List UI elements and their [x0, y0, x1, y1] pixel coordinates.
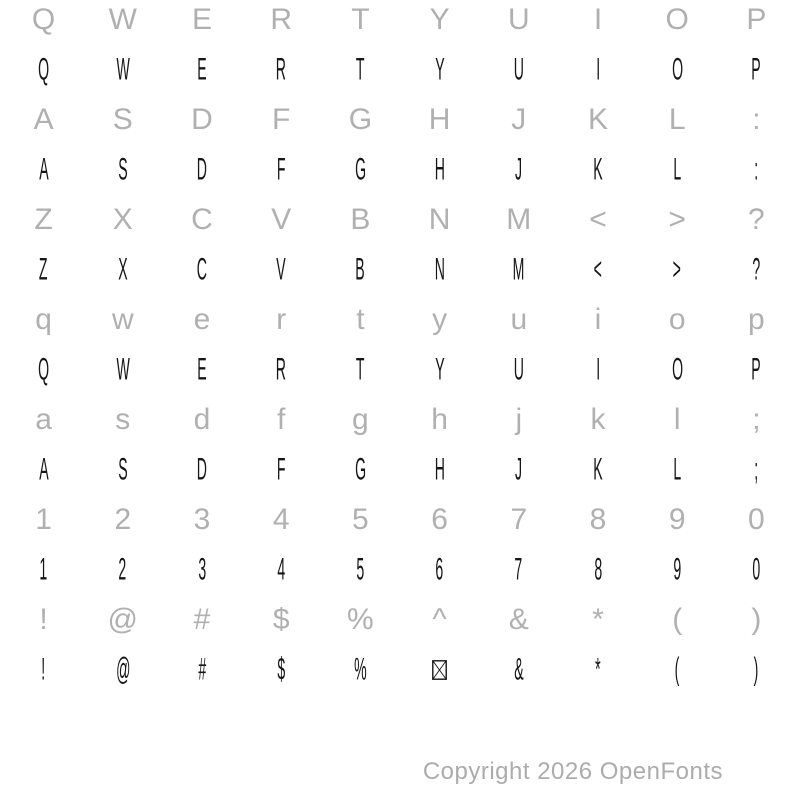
glyph: : [752, 103, 761, 136]
glyph: K [593, 152, 603, 187]
glyph: P [751, 352, 762, 387]
glyph-cell [506, 205, 531, 235]
glyph: R [270, 3, 293, 36]
glyph: F [276, 152, 286, 187]
glyph-cell [672, 605, 682, 635]
glyph: V [271, 203, 292, 236]
glyph: @ [115, 652, 130, 687]
glyph: 5 [352, 503, 369, 536]
glyph-cell [34, 452, 54, 487]
glyph-cell [429, 252, 451, 287]
glyph-cell [35, 405, 52, 435]
glyph: f [277, 403, 286, 436]
glyph-cell [668, 205, 686, 235]
glyph-cell [113, 205, 133, 235]
glyph: ? [748, 203, 765, 236]
glyph: ! [41, 652, 46, 687]
glyph: > [673, 252, 682, 287]
glyph-cell [669, 505, 686, 535]
glyph-row-specimen-7 [4, 345, 796, 395]
glyph: q [35, 303, 52, 336]
glyph: O [671, 52, 683, 87]
glyph: L [673, 152, 682, 187]
glyph: ) [754, 652, 759, 687]
glyph-cell [594, 52, 602, 87]
glyph: ? [752, 252, 761, 287]
glyph-cell [350, 252, 370, 287]
glyph: D [196, 452, 208, 487]
glyph: e [193, 303, 211, 336]
glyph-cell [114, 505, 131, 535]
glyph-row-reference-4 [4, 195, 796, 245]
glyph-cell [113, 152, 133, 187]
glyph: E [191, 3, 212, 36]
glyph: S [118, 152, 128, 187]
glyph-cell [277, 405, 285, 435]
glyph-cell [431, 552, 448, 587]
glyph: < [593, 252, 603, 287]
glyph-cell [506, 252, 531, 287]
glyph: I [596, 352, 600, 387]
glyph-cell [669, 105, 686, 135]
glyph-cell [192, 352, 212, 387]
glyph-cell [270, 52, 292, 87]
glyph-cell [191, 152, 213, 187]
glyph: w [111, 303, 134, 336]
glyph-row-specimen-9 [4, 445, 796, 495]
glyph-cell [589, 252, 607, 287]
glyph-cell [349, 452, 372, 487]
glyph: F [276, 452, 286, 487]
glyph: G [354, 152, 366, 187]
glyph-cell [109, 352, 137, 387]
glyph: : [754, 152, 759, 187]
glyph: 8 [589, 503, 607, 536]
glyph-cell [191, 205, 213, 235]
glyph-cell [351, 52, 369, 87]
glyph: 5 [356, 552, 365, 587]
glyph: C [191, 203, 213, 236]
glyph-cell [272, 105, 290, 135]
glyph-cell [429, 152, 451, 187]
glyph: J [511, 103, 527, 136]
glyph-cell [34, 105, 54, 135]
glyph-cell [352, 552, 369, 587]
glyph: ) [751, 603, 762, 636]
glyph: ( [672, 603, 683, 636]
glyph-cell [347, 652, 374, 687]
glyph-cell [752, 105, 760, 135]
glyph-cell [352, 405, 369, 435]
glyph: Y [434, 52, 445, 87]
glyph-cell [748, 305, 765, 335]
glyph-cell [748, 252, 765, 287]
glyph-cell [191, 452, 213, 487]
glyph: D [196, 152, 208, 187]
glyph-cell [352, 505, 369, 535]
glyph: Z [34, 203, 53, 236]
glyph: 3 [198, 552, 206, 587]
glyph: k [590, 403, 606, 436]
glyph: r [276, 303, 287, 336]
glyph: U [507, 3, 530, 36]
glyph-cell [588, 105, 608, 135]
glyph: g [352, 403, 369, 436]
glyph-cell [273, 505, 290, 535]
glyph: H [434, 152, 445, 187]
glyph-cell [666, 5, 689, 35]
glyph-cell [510, 552, 527, 587]
glyph-cell [271, 205, 291, 235]
glyph: $ [277, 652, 286, 687]
glyph-cell [588, 452, 608, 487]
glyph-cell [276, 305, 286, 335]
glyph-cell [270, 352, 292, 387]
glyph-cell [511, 152, 526, 187]
glyph: S [112, 103, 133, 136]
glyph-cell [32, 52, 55, 87]
glyph: U [513, 52, 524, 87]
glyph-cell [592, 605, 604, 635]
glyph-cell [509, 605, 529, 635]
glyph-cell [270, 5, 292, 35]
glyph-row-specimen-11 [4, 545, 796, 595]
glyph: R [276, 52, 287, 87]
glyph-cell [669, 452, 686, 487]
glyph: U [513, 352, 524, 387]
glyph: 7 [514, 552, 523, 587]
glyph-cell [594, 352, 602, 387]
glyph-cell [432, 305, 447, 335]
glyph-row-reference-0 [4, 0, 796, 45]
glyph-cell [194, 405, 211, 435]
glyph: E [197, 352, 207, 387]
glyph-cell [748, 505, 765, 535]
glyph: h [431, 403, 448, 436]
glyph: l [673, 403, 681, 436]
glyph-cell [34, 205, 52, 235]
glyph: 6 [431, 503, 448, 536]
glyph: % [354, 652, 367, 687]
glyph-cell [431, 405, 448, 435]
glyph: O [665, 3, 689, 36]
glyph: @ [107, 603, 139, 636]
glyph: < [589, 203, 607, 236]
glyph-cell [113, 105, 133, 135]
glyph: 2 [118, 552, 127, 587]
glyph: j [515, 403, 523, 436]
glyph: d [193, 403, 211, 436]
glyph-cell [194, 605, 211, 635]
glyph: 7 [510, 503, 528, 536]
glyph: & [514, 652, 524, 687]
glyph: Y [434, 352, 445, 387]
glyph: X [112, 203, 133, 236]
glyph-cell [430, 352, 450, 387]
glyph: N [434, 252, 445, 287]
glyph-cell [273, 652, 290, 687]
glyph: 4 [272, 503, 290, 536]
glyph: I [593, 3, 603, 36]
glyph-cell [32, 352, 55, 387]
glyph: 1 [39, 552, 48, 587]
glyph-cell [588, 152, 608, 187]
glyph-cell [109, 52, 137, 87]
glyph-cell [112, 305, 134, 335]
glyph-cell [433, 605, 447, 635]
glyph: L [668, 103, 686, 136]
glyph: V [276, 252, 286, 287]
glyph: # [193, 603, 211, 636]
glyph-cell [109, 5, 137, 35]
glyph-cell [39, 652, 47, 687]
glyph: 9 [673, 552, 682, 587]
glyph-cell [191, 252, 213, 287]
glyph: H [434, 452, 445, 487]
glyph-cell [510, 505, 527, 535]
glyph-cell [191, 105, 213, 135]
glyph: J [515, 452, 523, 487]
glyph: T [356, 52, 365, 87]
glyph-row-specimen-5 [4, 245, 796, 295]
glyph-cell [273, 605, 290, 635]
notdef-missing-glyph-icon [432, 660, 447, 680]
glyph-cell [508, 52, 530, 87]
glyph-cell [429, 105, 451, 135]
glyph-cell [432, 660, 447, 680]
glyph-row-reference-12 [4, 595, 796, 645]
glyph: o [668, 303, 686, 336]
glyph: ( [674, 652, 680, 687]
glyph: t [356, 303, 365, 336]
glyph-cell [429, 205, 451, 235]
glyph: 1 [35, 503, 52, 536]
glyph: I [596, 52, 600, 87]
copyright-text: Copyright 2026 OpenFonts [422, 758, 723, 785]
glyph: B [355, 252, 366, 287]
glyph-cell [34, 252, 52, 287]
glyph-cell [510, 305, 527, 335]
glyph-cell [192, 5, 212, 35]
glyph: H [428, 103, 451, 136]
glyph-cell [194, 305, 211, 335]
glyph: G [348, 103, 373, 136]
glyph-cell [273, 552, 290, 587]
glyph-cell [669, 152, 686, 187]
glyph-cell [429, 452, 451, 487]
glyph-cell [35, 305, 52, 335]
glyph: u [510, 303, 528, 336]
glyph: A [33, 103, 54, 136]
glyph: K [593, 452, 603, 487]
glyph-cell [35, 505, 52, 535]
glyph-cell [669, 305, 686, 335]
glyph-cell [746, 352, 766, 387]
glyph-cell [194, 552, 211, 587]
glyph-cell [272, 452, 290, 487]
glyph-cell [350, 205, 370, 235]
glyph: 6 [435, 552, 444, 587]
glyph-row-specimen-3 [4, 145, 796, 195]
glyph-cell [752, 152, 760, 187]
glyph-cell [751, 652, 761, 687]
glyph: A [38, 452, 49, 487]
glyph: G [354, 452, 366, 487]
glyph: P [746, 3, 767, 36]
glyph: Z [39, 252, 48, 287]
glyph-cell [114, 552, 131, 587]
glyph-cell [113, 252, 133, 287]
glyph-row-reference-8 [4, 395, 796, 445]
glyph-cell [511, 452, 526, 487]
glyph: Y [429, 3, 450, 36]
glyph-cell [108, 652, 138, 687]
glyph-cell [113, 452, 133, 487]
glyph: N [428, 203, 451, 236]
glyph: K [587, 103, 608, 136]
glyph-cell [511, 105, 526, 135]
glyph: * [595, 652, 601, 687]
glyph: ; [754, 452, 759, 487]
glyph-cell [351, 352, 369, 387]
glyph: ! [39, 603, 48, 636]
glyph-row-reference-6 [4, 295, 796, 345]
glyph: % [347, 603, 374, 636]
glyph: Q [38, 352, 50, 387]
glyph-cell [669, 552, 686, 587]
glyph: E [197, 52, 207, 87]
glyph-cell [592, 652, 604, 687]
glyph: T [356, 352, 365, 387]
glyph: S [118, 452, 128, 487]
glyph: D [191, 103, 213, 136]
glyph: 0 [748, 503, 765, 536]
glyph-row-specimen-1 [4, 45, 796, 95]
glyph-cell [751, 605, 761, 635]
glyph-cell [594, 5, 602, 35]
glyph: F [272, 103, 291, 136]
glyph-cell [34, 152, 54, 187]
glyph: 4 [277, 552, 286, 587]
glyph-cell [666, 352, 689, 387]
glyph: M [506, 203, 532, 236]
glyph-cell [271, 252, 291, 287]
glyph: M [512, 252, 525, 287]
glyph: ^ [432, 603, 447, 636]
glyph-row-specimen-13 [4, 645, 796, 695]
glyph-cell [595, 305, 602, 335]
glyph: * [592, 603, 604, 636]
glyph: 3 [193, 503, 211, 536]
glyph-cell [672, 652, 682, 687]
glyph: O [671, 352, 683, 387]
glyph-cell [431, 505, 448, 535]
glyph-cell [748, 552, 765, 587]
glyph-cell [349, 152, 372, 187]
glyph: 9 [668, 503, 686, 536]
glyph: 0 [752, 552, 761, 587]
glyph: s [115, 403, 131, 436]
glyph: 8 [594, 552, 602, 587]
glyph-cell [430, 5, 450, 35]
glyph-cell [508, 5, 530, 35]
glyph: P [751, 52, 762, 87]
glyph: Q [38, 52, 50, 87]
glyph-cell [272, 152, 290, 187]
glyph-cell [515, 405, 522, 435]
glyph-cell [590, 505, 607, 535]
glyph-row-reference-2 [4, 95, 796, 145]
glyph: a [35, 403, 52, 436]
glyph-cell [108, 605, 138, 635]
glyph: W [108, 3, 137, 36]
glyph-cell [674, 405, 681, 435]
glyph-cell [349, 105, 372, 135]
glyph: A [38, 152, 49, 187]
glyph-cell [194, 505, 211, 535]
glyph-cell [194, 652, 211, 687]
glyph: C [196, 252, 208, 287]
glyph-cell [115, 405, 130, 435]
glyph: $ [272, 603, 290, 636]
glyph-cell [351, 5, 369, 35]
glyph: R [276, 352, 287, 387]
glyph-cell [192, 52, 212, 87]
glyph: W [116, 52, 130, 87]
glyph-row-reference-10 [4, 495, 796, 545]
glyph-grid [4, 0, 796, 695]
glyph-cell [590, 405, 605, 435]
glyph: Q [31, 3, 56, 36]
glyph-cell [356, 305, 364, 335]
glyph: J [515, 152, 523, 187]
glyph-cell [746, 5, 766, 35]
glyph: & [508, 603, 529, 636]
glyph-cell [752, 452, 760, 487]
glyph: L [673, 452, 682, 487]
glyph-cell [35, 552, 52, 587]
glyph: i [594, 303, 602, 336]
glyph-cell [589, 205, 607, 235]
glyph: # [198, 652, 206, 687]
glyph-cell [32, 5, 55, 35]
glyph: X [118, 252, 128, 287]
glyph: W [116, 352, 130, 387]
glyph-cell [39, 605, 47, 635]
glyph-cell [430, 52, 450, 87]
glyph-cell [668, 252, 686, 287]
glyph: B [350, 203, 371, 236]
glyph-cell [666, 52, 689, 87]
glyph-cell [347, 605, 374, 635]
glyph: p [748, 303, 765, 336]
glyph: y [432, 303, 448, 336]
glyph-cell [746, 52, 766, 87]
glyph-cell [509, 652, 529, 687]
glyph-cell [508, 352, 530, 387]
glyph-cell [590, 552, 607, 587]
glyph: > [668, 203, 686, 236]
glyph: T [351, 3, 370, 36]
glyph: ; [752, 403, 761, 436]
glyph: 2 [114, 503, 132, 536]
glyph-cell [748, 205, 765, 235]
glyph-cell [752, 405, 760, 435]
